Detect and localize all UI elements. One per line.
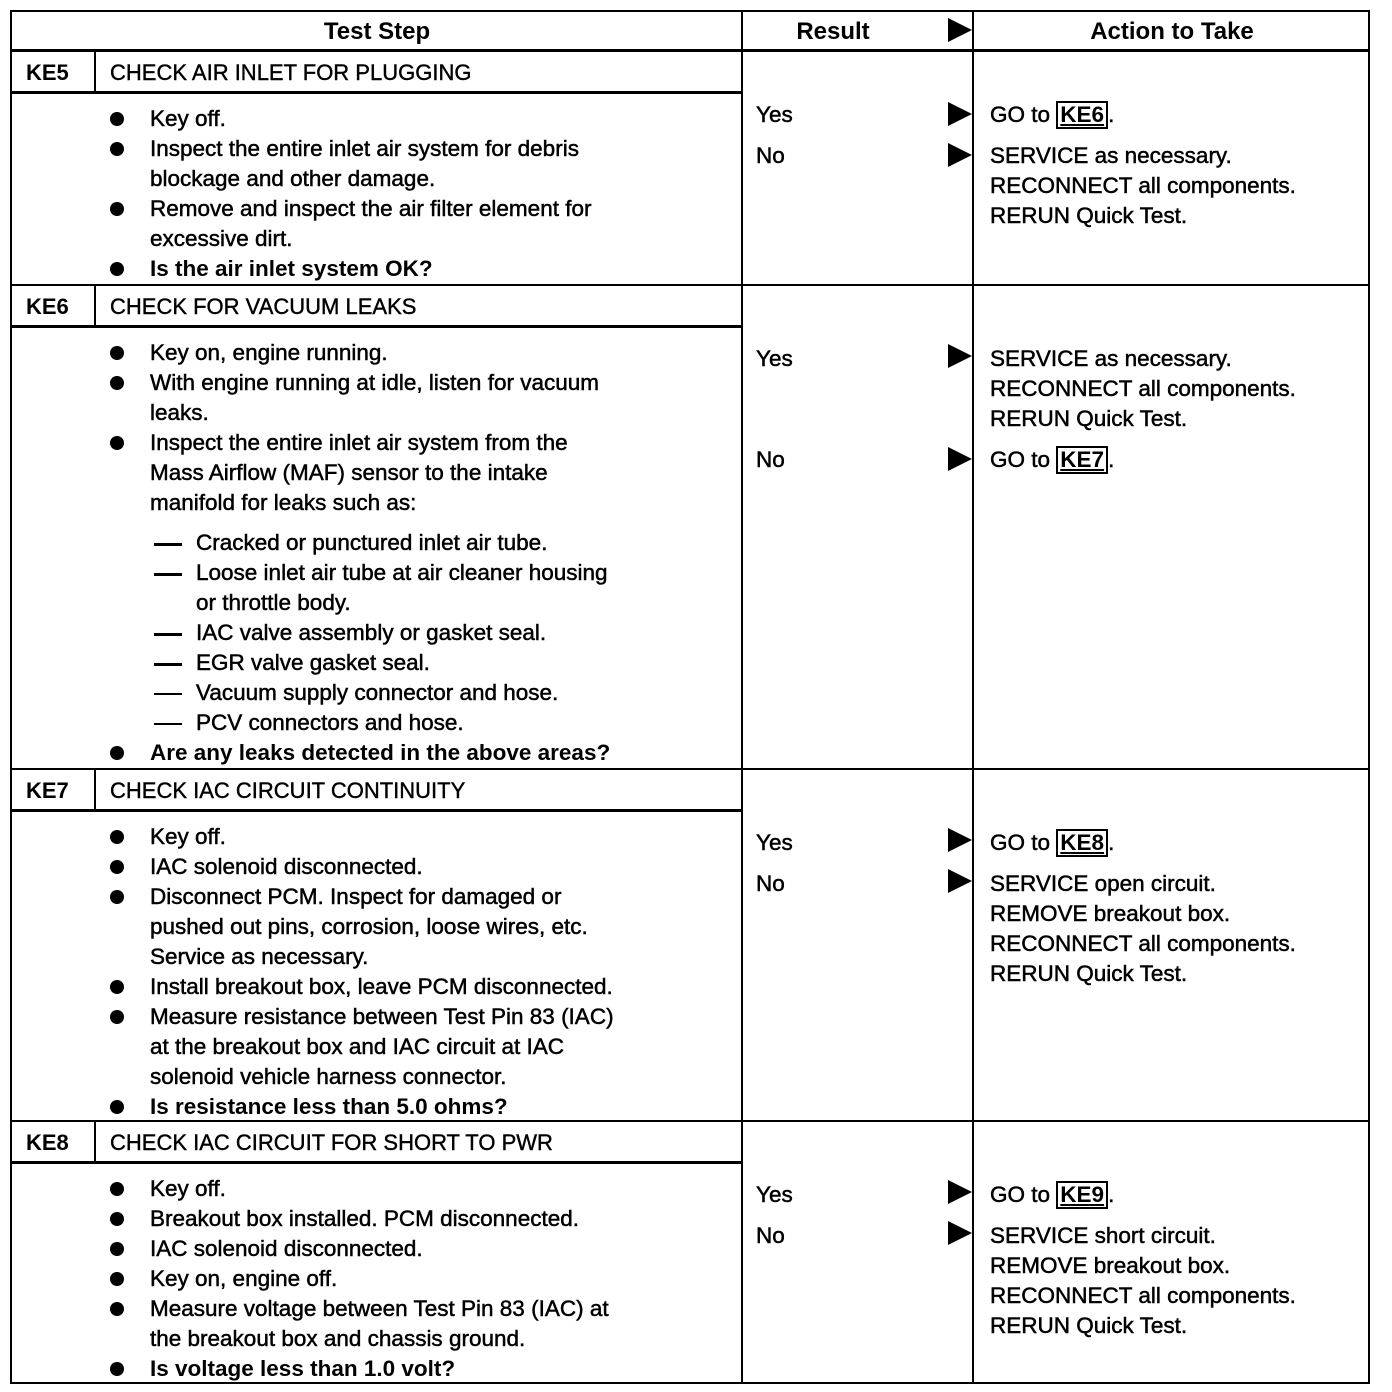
step-question: Is resistance less than 5.0 ohms?: [150, 1094, 508, 1119]
bullet-icon: [110, 1100, 124, 1114]
bullet-icon: [110, 1010, 124, 1024]
step-code: KE6: [12, 286, 96, 325]
action-no-line: REMOVE breakout box.: [990, 901, 1231, 926]
list-item: excessive dirt.: [150, 226, 293, 251]
step-question: Is the air inlet system OK?: [150, 256, 433, 281]
bullet-icon: [110, 1272, 124, 1286]
bullet-icon: [110, 376, 124, 390]
list-item: Remove and inspect the air filter element for: [150, 196, 592, 221]
result-no: No: [756, 1223, 785, 1248]
bullet-icon: [110, 980, 124, 994]
list-item: Measure resistance between Test Pin 83 (IAC): [150, 1004, 614, 1029]
list-item: Key off.: [150, 824, 226, 849]
diagnostic-table: [10, 10, 1370, 1384]
result-no: No: [756, 871, 785, 896]
bullet-icon: [110, 1362, 124, 1376]
bullet-icon: [110, 746, 124, 760]
result-no: No: [756, 447, 785, 472]
list-item: With engine running at idle, listen for vacuum: [150, 370, 599, 395]
list-item: the breakout box and chassis ground.: [150, 1326, 526, 1351]
action-yes-line: SERVICE as necessary.: [990, 346, 1232, 371]
action-text: GO to: [990, 1182, 1057, 1207]
action-yes-line: RECONNECT all components.: [990, 376, 1296, 401]
step-title-bar: [12, 52, 742, 94]
list-item: blockage and other damage.: [150, 166, 436, 191]
list-item: Key off.: [150, 106, 226, 131]
bullet-icon: [110, 890, 124, 904]
action-no: [990, 445, 1114, 475]
action-text: .: [1108, 102, 1115, 127]
header-arrow-icon: [948, 18, 972, 42]
step-reference[interactable]: KE6: [1056, 101, 1108, 129]
list-item: Breakout box installed. PCM disconnected.: [150, 1206, 579, 1231]
step-title: CHECK IAC CIRCUIT FOR SHORT TO PWR: [110, 1130, 553, 1155]
sub-item: EGR valve gasket seal.: [196, 650, 430, 675]
action-text: GO to: [990, 102, 1057, 127]
arrow-icon: [948, 102, 972, 126]
list-item: IAC solenoid disconnected.: [150, 854, 423, 879]
arrow-icon: [948, 1221, 972, 1245]
list-item: Inspect the entire inlet air system for debris: [150, 136, 579, 161]
dash-icon: [154, 663, 182, 666]
arrow-icon: [948, 828, 972, 852]
sub-item: IAC valve assembly or gasket seal.: [196, 620, 547, 645]
action-no-line: RECONNECT all components.: [990, 1283, 1296, 1308]
step-code: KE8: [12, 1122, 96, 1161]
step-code: KE5: [12, 52, 96, 91]
bullet-icon: [110, 1182, 124, 1196]
step-title-bar: [12, 770, 742, 812]
step-title: CHECK IAC CIRCUIT CONTINUITY: [110, 778, 466, 803]
list-item: IAC solenoid disconnected.: [150, 1236, 423, 1261]
header-test-step: Test Step: [323, 18, 431, 45]
sub-item: or throttle body.: [196, 590, 351, 615]
list-item: Disconnect PCM. Inspect for damaged or: [150, 884, 562, 909]
result-yes: Yes: [756, 1182, 793, 1207]
bullet-icon: [110, 1242, 124, 1256]
step-question: Are any leaks detected in the above areas?: [150, 740, 611, 765]
list-item: solenoid vehicle harness connector.: [150, 1064, 507, 1089]
sub-item: Cracked or punctured inlet air tube.: [196, 530, 548, 555]
sub-item: PCV connectors and hose.: [196, 710, 464, 735]
action-no-line: RECONNECT all components.: [990, 931, 1296, 956]
action-text: .: [1108, 447, 1115, 472]
step-title-bar: [12, 1122, 742, 1164]
step-ke6: [12, 286, 1368, 770]
action-no-line: RERUN Quick Test.: [990, 203, 1188, 228]
list-item: Inspect the entire inlet air system from the: [150, 430, 568, 455]
step-ke5: [12, 52, 1368, 286]
list-item: leaks.: [150, 400, 209, 425]
action-no-line: SERVICE as necessary.: [990, 143, 1232, 168]
action-yes: [990, 828, 1114, 858]
arrow-icon: [948, 344, 972, 368]
action-text: GO to: [990, 830, 1057, 855]
action-no-line: SERVICE open circuit.: [990, 871, 1216, 896]
arrow-icon: [948, 1180, 972, 1204]
action-text: .: [1108, 830, 1115, 855]
bullet-icon: [110, 860, 124, 874]
action-no-line: REMOVE breakout box.: [990, 1253, 1231, 1278]
bullet-icon: [110, 112, 124, 126]
step-code: KE7: [12, 770, 96, 809]
sub-item: Loose inlet air tube at air cleaner housing: [196, 560, 608, 585]
action-no-line: RECONNECT all components.: [990, 173, 1296, 198]
dash-icon: [154, 543, 182, 546]
list-item: pushed out pins, corrosion, loose wires, etc.: [150, 914, 588, 939]
arrow-icon: [948, 143, 972, 167]
bullet-icon: [110, 202, 124, 216]
header-result: Result: [796, 18, 870, 45]
list-item: Key off.: [150, 1176, 226, 1201]
action-yes: [990, 100, 1114, 130]
bullet-icon: [110, 346, 124, 360]
bullet-icon: [110, 262, 124, 276]
result-no: No: [756, 143, 785, 168]
bullet-icon: [110, 142, 124, 156]
list-item: Measure voltage between Test Pin 83 (IAC) at: [150, 1296, 609, 1321]
step-title-bar: [12, 286, 742, 328]
dash-icon: [154, 693, 182, 695]
header-action: Action to Take: [1090, 18, 1254, 45]
step-title: CHECK FOR VACUUM LEAKS: [110, 294, 417, 319]
list-item: manifold for leaks such as:: [150, 490, 417, 515]
list-item: at the breakout box and IAC circuit at IAC: [150, 1034, 564, 1059]
action-yes: [990, 1180, 1114, 1210]
list-item: Mass Airflow (MAF) sensor to the intake: [150, 460, 548, 485]
dash-icon: [154, 573, 182, 576]
action-no-line: RERUN Quick Test.: [990, 961, 1188, 986]
action-no-line: RERUN Quick Test.: [990, 1313, 1188, 1338]
action-yes-line: RERUN Quick Test.: [990, 406, 1188, 431]
step-reference[interactable]: KE9: [1056, 1181, 1108, 1209]
result-yes: Yes: [756, 830, 793, 855]
dash-icon: [154, 633, 182, 636]
step-reference[interactable]: KE7: [1056, 446, 1108, 474]
list-item: Install breakout box, leave PCM disconnected.: [150, 974, 613, 999]
bullet-icon: [110, 1212, 124, 1226]
result-yes: Yes: [756, 346, 793, 371]
table-header: [12, 12, 1368, 52]
step-title: CHECK AIR INLET FOR PLUGGING: [110, 60, 472, 85]
step-question: Is voltage less than 1.0 volt?: [150, 1356, 456, 1381]
dash-icon: [154, 723, 182, 725]
arrow-icon: [948, 447, 972, 471]
list-item: Key on, engine off.: [150, 1266, 338, 1291]
bullet-icon: [110, 830, 124, 844]
list-item: Key on, engine running.: [150, 340, 388, 365]
result-yes: Yes: [756, 102, 793, 127]
action-text: .: [1108, 1182, 1115, 1207]
bullet-icon: [110, 1302, 124, 1316]
step-reference[interactable]: KE8: [1056, 829, 1108, 857]
action-no-line: SERVICE short circuit.: [990, 1223, 1216, 1248]
step-ke8: [12, 1122, 1368, 1384]
bullet-icon: [110, 436, 124, 450]
sub-item: Vacuum supply connector and hose.: [196, 680, 559, 705]
arrow-icon: [948, 869, 972, 893]
step-ke7: [12, 770, 1368, 1122]
action-text: GO to: [990, 447, 1057, 472]
list-item: Service as necessary.: [150, 944, 369, 969]
